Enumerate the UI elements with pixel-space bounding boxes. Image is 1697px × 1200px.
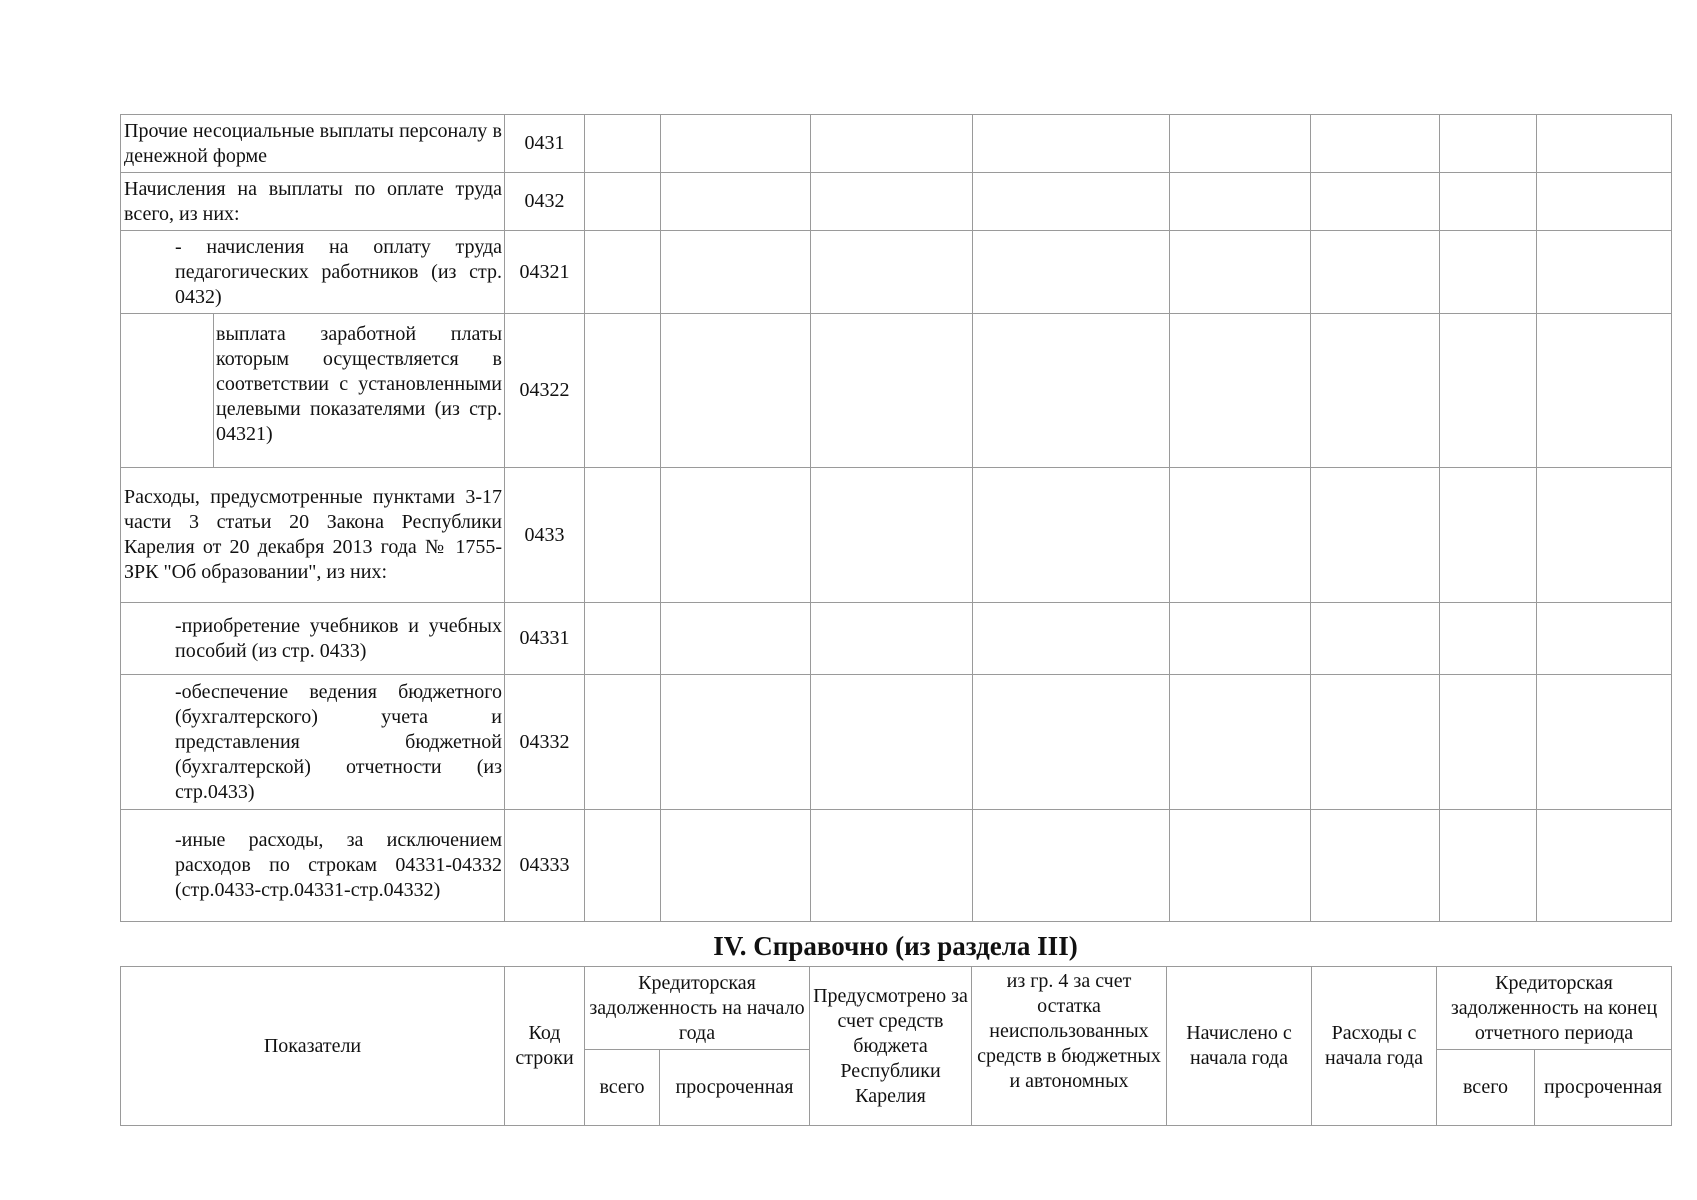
data-cell[interactable] bbox=[661, 231, 811, 314]
data-cell[interactable] bbox=[973, 231, 1170, 314]
header-indicators: Показатели bbox=[121, 967, 505, 1126]
table-row bbox=[121, 810, 1672, 922]
data-cell[interactable] bbox=[1537, 810, 1672, 922]
row-code: 04322 bbox=[505, 314, 585, 468]
header-credit-end: Кредиторская задолженность на конец отчетного периода bbox=[1437, 967, 1672, 1050]
header-row-code: Код строки bbox=[505, 967, 585, 1126]
row-label: Расходы, предусмотренные пунктами 3-17 части 3 статьи 20 Закона Республики Карелия от 20 декабря 2013 года № 1755-ЗРК "Об образовании", из них: bbox=[121, 468, 505, 603]
data-cell[interactable] bbox=[585, 603, 661, 675]
row-code: 0433 bbox=[505, 468, 585, 603]
data-cell[interactable] bbox=[1537, 173, 1672, 231]
table-row bbox=[121, 115, 1672, 173]
reference-table-header bbox=[120, 966, 1672, 1126]
data-cell[interactable] bbox=[811, 115, 973, 173]
table-row bbox=[121, 468, 1672, 603]
table-row bbox=[121, 314, 1672, 468]
row-label: -приобретение учебников и учебных пособий (из стр. 0433) bbox=[121, 603, 505, 675]
data-cell[interactable] bbox=[1170, 468, 1311, 603]
data-cell[interactable] bbox=[1311, 231, 1440, 314]
data-cell[interactable] bbox=[661, 603, 811, 675]
data-cell[interactable] bbox=[661, 810, 811, 922]
row-code: 04333 bbox=[505, 810, 585, 922]
data-cell[interactable] bbox=[661, 173, 811, 231]
data-cell[interactable] bbox=[1311, 468, 1440, 603]
data-cell[interactable] bbox=[1440, 603, 1537, 675]
data-cell[interactable] bbox=[811, 231, 973, 314]
data-cell[interactable] bbox=[1537, 314, 1672, 468]
header-overdue: просроченная bbox=[660, 1050, 810, 1126]
data-cell[interactable] bbox=[1311, 314, 1440, 468]
data-cell[interactable] bbox=[1537, 231, 1672, 314]
data-cell[interactable] bbox=[1170, 810, 1311, 922]
header-provided: Предусмотрено за счет средств бюджета Республики Карелия bbox=[810, 967, 972, 1126]
data-cell[interactable] bbox=[811, 603, 973, 675]
data-cell[interactable] bbox=[585, 675, 661, 810]
data-cell[interactable] bbox=[1537, 603, 1672, 675]
header-total: всего bbox=[1437, 1050, 1535, 1126]
data-cell[interactable] bbox=[1311, 810, 1440, 922]
data-cell[interactable] bbox=[1440, 231, 1537, 314]
table-row bbox=[121, 675, 1672, 810]
data-cell[interactable] bbox=[1440, 173, 1537, 231]
data-cell[interactable] bbox=[585, 115, 661, 173]
data-cell[interactable] bbox=[1537, 468, 1672, 603]
data-cell[interactable] bbox=[1170, 231, 1311, 314]
data-cell[interactable] bbox=[1311, 603, 1440, 675]
data-cell[interactable] bbox=[1311, 115, 1440, 173]
row-label: -иные расходы, за исключением расходов по строкам 04331-04332 (стр.0433-стр.04331-стр.04332) bbox=[121, 810, 505, 922]
table-row bbox=[121, 603, 1672, 675]
section-title: IV. Справочно (из раздела III) bbox=[713, 931, 1078, 961]
data-cell[interactable] bbox=[1440, 810, 1537, 922]
row-code: 04332 bbox=[505, 675, 585, 810]
data-cell[interactable] bbox=[585, 468, 661, 603]
data-cell[interactable] bbox=[811, 468, 973, 603]
header-accrued: Начислено с начала года bbox=[1167, 967, 1312, 1126]
row-label: Прочие несоциальные выплаты персоналу в денежной форме bbox=[121, 115, 505, 173]
data-cell[interactable] bbox=[811, 675, 973, 810]
data-cell[interactable] bbox=[811, 173, 973, 231]
header-overdue: просроченная bbox=[1535, 1050, 1672, 1126]
data-cell[interactable] bbox=[585, 231, 661, 314]
header-credit-start: Кредиторская задолженность на начало года bbox=[585, 967, 810, 1050]
data-cell[interactable] bbox=[973, 810, 1170, 922]
data-cell[interactable] bbox=[1170, 603, 1311, 675]
data-cell[interactable] bbox=[1170, 314, 1311, 468]
data-cell[interactable] bbox=[1170, 675, 1311, 810]
data-cell[interactable] bbox=[973, 314, 1170, 468]
data-cell[interactable] bbox=[811, 810, 973, 922]
data-cell[interactable] bbox=[585, 173, 661, 231]
data-cell[interactable] bbox=[661, 115, 811, 173]
data-cell[interactable] bbox=[661, 314, 811, 468]
data-cell[interactable] bbox=[1440, 468, 1537, 603]
data-cell[interactable] bbox=[661, 468, 811, 603]
data-cell[interactable] bbox=[973, 115, 1170, 173]
data-cell[interactable] bbox=[973, 468, 1170, 603]
data-cell[interactable] bbox=[585, 314, 661, 468]
data-cell[interactable] bbox=[661, 675, 811, 810]
data-cell[interactable] bbox=[973, 603, 1170, 675]
header-expenses: Расходы с начала года bbox=[1312, 967, 1437, 1126]
data-cell[interactable] bbox=[1311, 675, 1440, 810]
row-code: 0431 bbox=[505, 115, 585, 173]
data-cell[interactable] bbox=[1440, 314, 1537, 468]
data-cell[interactable] bbox=[973, 173, 1170, 231]
row-code: 04331 bbox=[505, 603, 585, 675]
row-code: 0432 bbox=[505, 173, 585, 231]
table-row bbox=[121, 231, 1672, 314]
data-cell[interactable] bbox=[811, 314, 973, 468]
data-cell[interactable] bbox=[973, 675, 1170, 810]
data-cell[interactable] bbox=[1440, 115, 1537, 173]
header-from-col4: из гр. 4 за счет остатка неиспользованных средств в бюджетных и автономных bbox=[972, 967, 1167, 1126]
data-cell[interactable] bbox=[1537, 115, 1672, 173]
data-cell[interactable] bbox=[1170, 173, 1311, 231]
row-code: 04321 bbox=[505, 231, 585, 314]
data-cell[interactable] bbox=[1440, 675, 1537, 810]
header-total: всего bbox=[585, 1050, 660, 1126]
expenses-table bbox=[120, 114, 1672, 922]
data-cell[interactable] bbox=[1311, 173, 1440, 231]
data-cell[interactable] bbox=[1170, 115, 1311, 173]
row-label: Начисления на выплаты по оплате труда всего, из них: bbox=[121, 173, 505, 231]
data-cell[interactable] bbox=[1537, 675, 1672, 810]
table-row bbox=[121, 173, 1672, 231]
row-label: выплата заработной платы которым осуществляется в соответствии с установленными целевыми показателями (из стр. 04321) bbox=[121, 314, 505, 468]
row-label: - начисления на оплату труда педагогических работников (из стр. 0432) bbox=[121, 231, 505, 314]
row-label: -обеспечение ведения бюджетного (бухгалтерского) учета и представления бюджетной (бухгалтерской) отчетности (из стр.0433) bbox=[121, 675, 505, 810]
data-cell[interactable] bbox=[585, 810, 661, 922]
